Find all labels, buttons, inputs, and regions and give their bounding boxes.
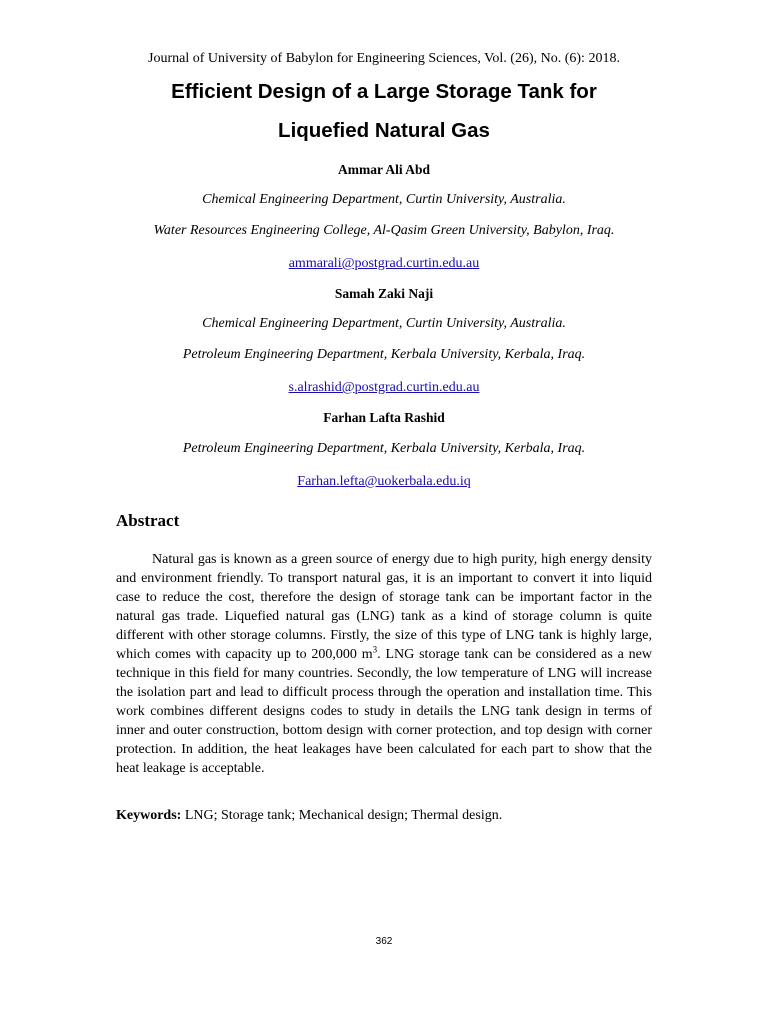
author-name-2: Samah Zaki Naji bbox=[334, 286, 434, 301]
author-3-email-link[interactable]: Farhan.lefta@uokerbala.edu.iq bbox=[297, 474, 471, 489]
page-number: 362 bbox=[375, 936, 393, 947]
keywords-line bbox=[116, 808, 502, 824]
author-2-email-link[interactable]: s.alrashid@postgrad.curtin.edu.au bbox=[288, 380, 480, 395]
author-1-email-link[interactable]: ammarali@postgrad.curtin.edu.au bbox=[288, 256, 480, 271]
author-1-affiliation-1: Chemical Engineering Department, Curtin University, Australia. bbox=[202, 192, 566, 207]
abstract-text-part-1: Natural gas is known as a green source of energy due to high purity, high energy density and environment friendly. To transport natural gas, it is an important to convert it into liquid case to reduce the cost, therefore the design of storage tank can be important factor in the natural gas trade. Liquefied natural gas (LNG) tank as a kind of storage column is quite different with other storage columns. Firstly, the size of this type of LNG tank is highly large, which comes with capacity up to 200,000 m bbox=[116, 552, 652, 662]
abstract-body bbox=[116, 550, 652, 778]
author-name-3: Farhan Lafta Rashid bbox=[323, 410, 445, 425]
author-2-affiliation-2: Petroleum Engineering Department, Kerbala University, Kerbala, Iraq. bbox=[182, 347, 586, 362]
paper-title-line-2: Liquefied Natural Gas bbox=[278, 119, 490, 142]
author-2-affiliation-1: Chemical Engineering Department, Curtin University, Australia. bbox=[202, 316, 566, 331]
abstract-text-part-2: . LNG storage tank can be considered as a new technique in this field for many countries. Secondly, the low temperature of LNG will increase the isolation part and lead to difficult process through the operation and installation time. This work combines different designs codes to study in details the LNG tank design in terms of inner and outer construction, bottom design with corner protection, and top design with corner protection. In addition, the heat leakages have been calculated for each part to show that the heat leakage is acceptable. bbox=[116, 647, 652, 776]
abstract-heading: Abstract bbox=[116, 511, 180, 530]
author-name-1: Ammar Ali Abd bbox=[337, 162, 430, 177]
cubic-superscript: 3 bbox=[372, 644, 378, 655]
keywords-text: LNG; Storage tank; Mechanical design; Thermal design. bbox=[181, 808, 503, 823]
journal-header: Journal of University of Babylon for Engineering Sciences, Vol. (26), No. (6): 2018. bbox=[148, 51, 620, 66]
author-3-affiliation-1: Petroleum Engineering Department, Kerbala University, Kerbala, Iraq. bbox=[182, 441, 586, 456]
author-1-affiliation-2: Water Resources Engineering College, Al-Qasim Green University, Babylon, Iraq. bbox=[153, 223, 615, 238]
keywords-label: Keywords: bbox=[116, 808, 182, 823]
paper-title-line-1: Efficient Design of a Large Storage Tank for bbox=[171, 80, 597, 103]
